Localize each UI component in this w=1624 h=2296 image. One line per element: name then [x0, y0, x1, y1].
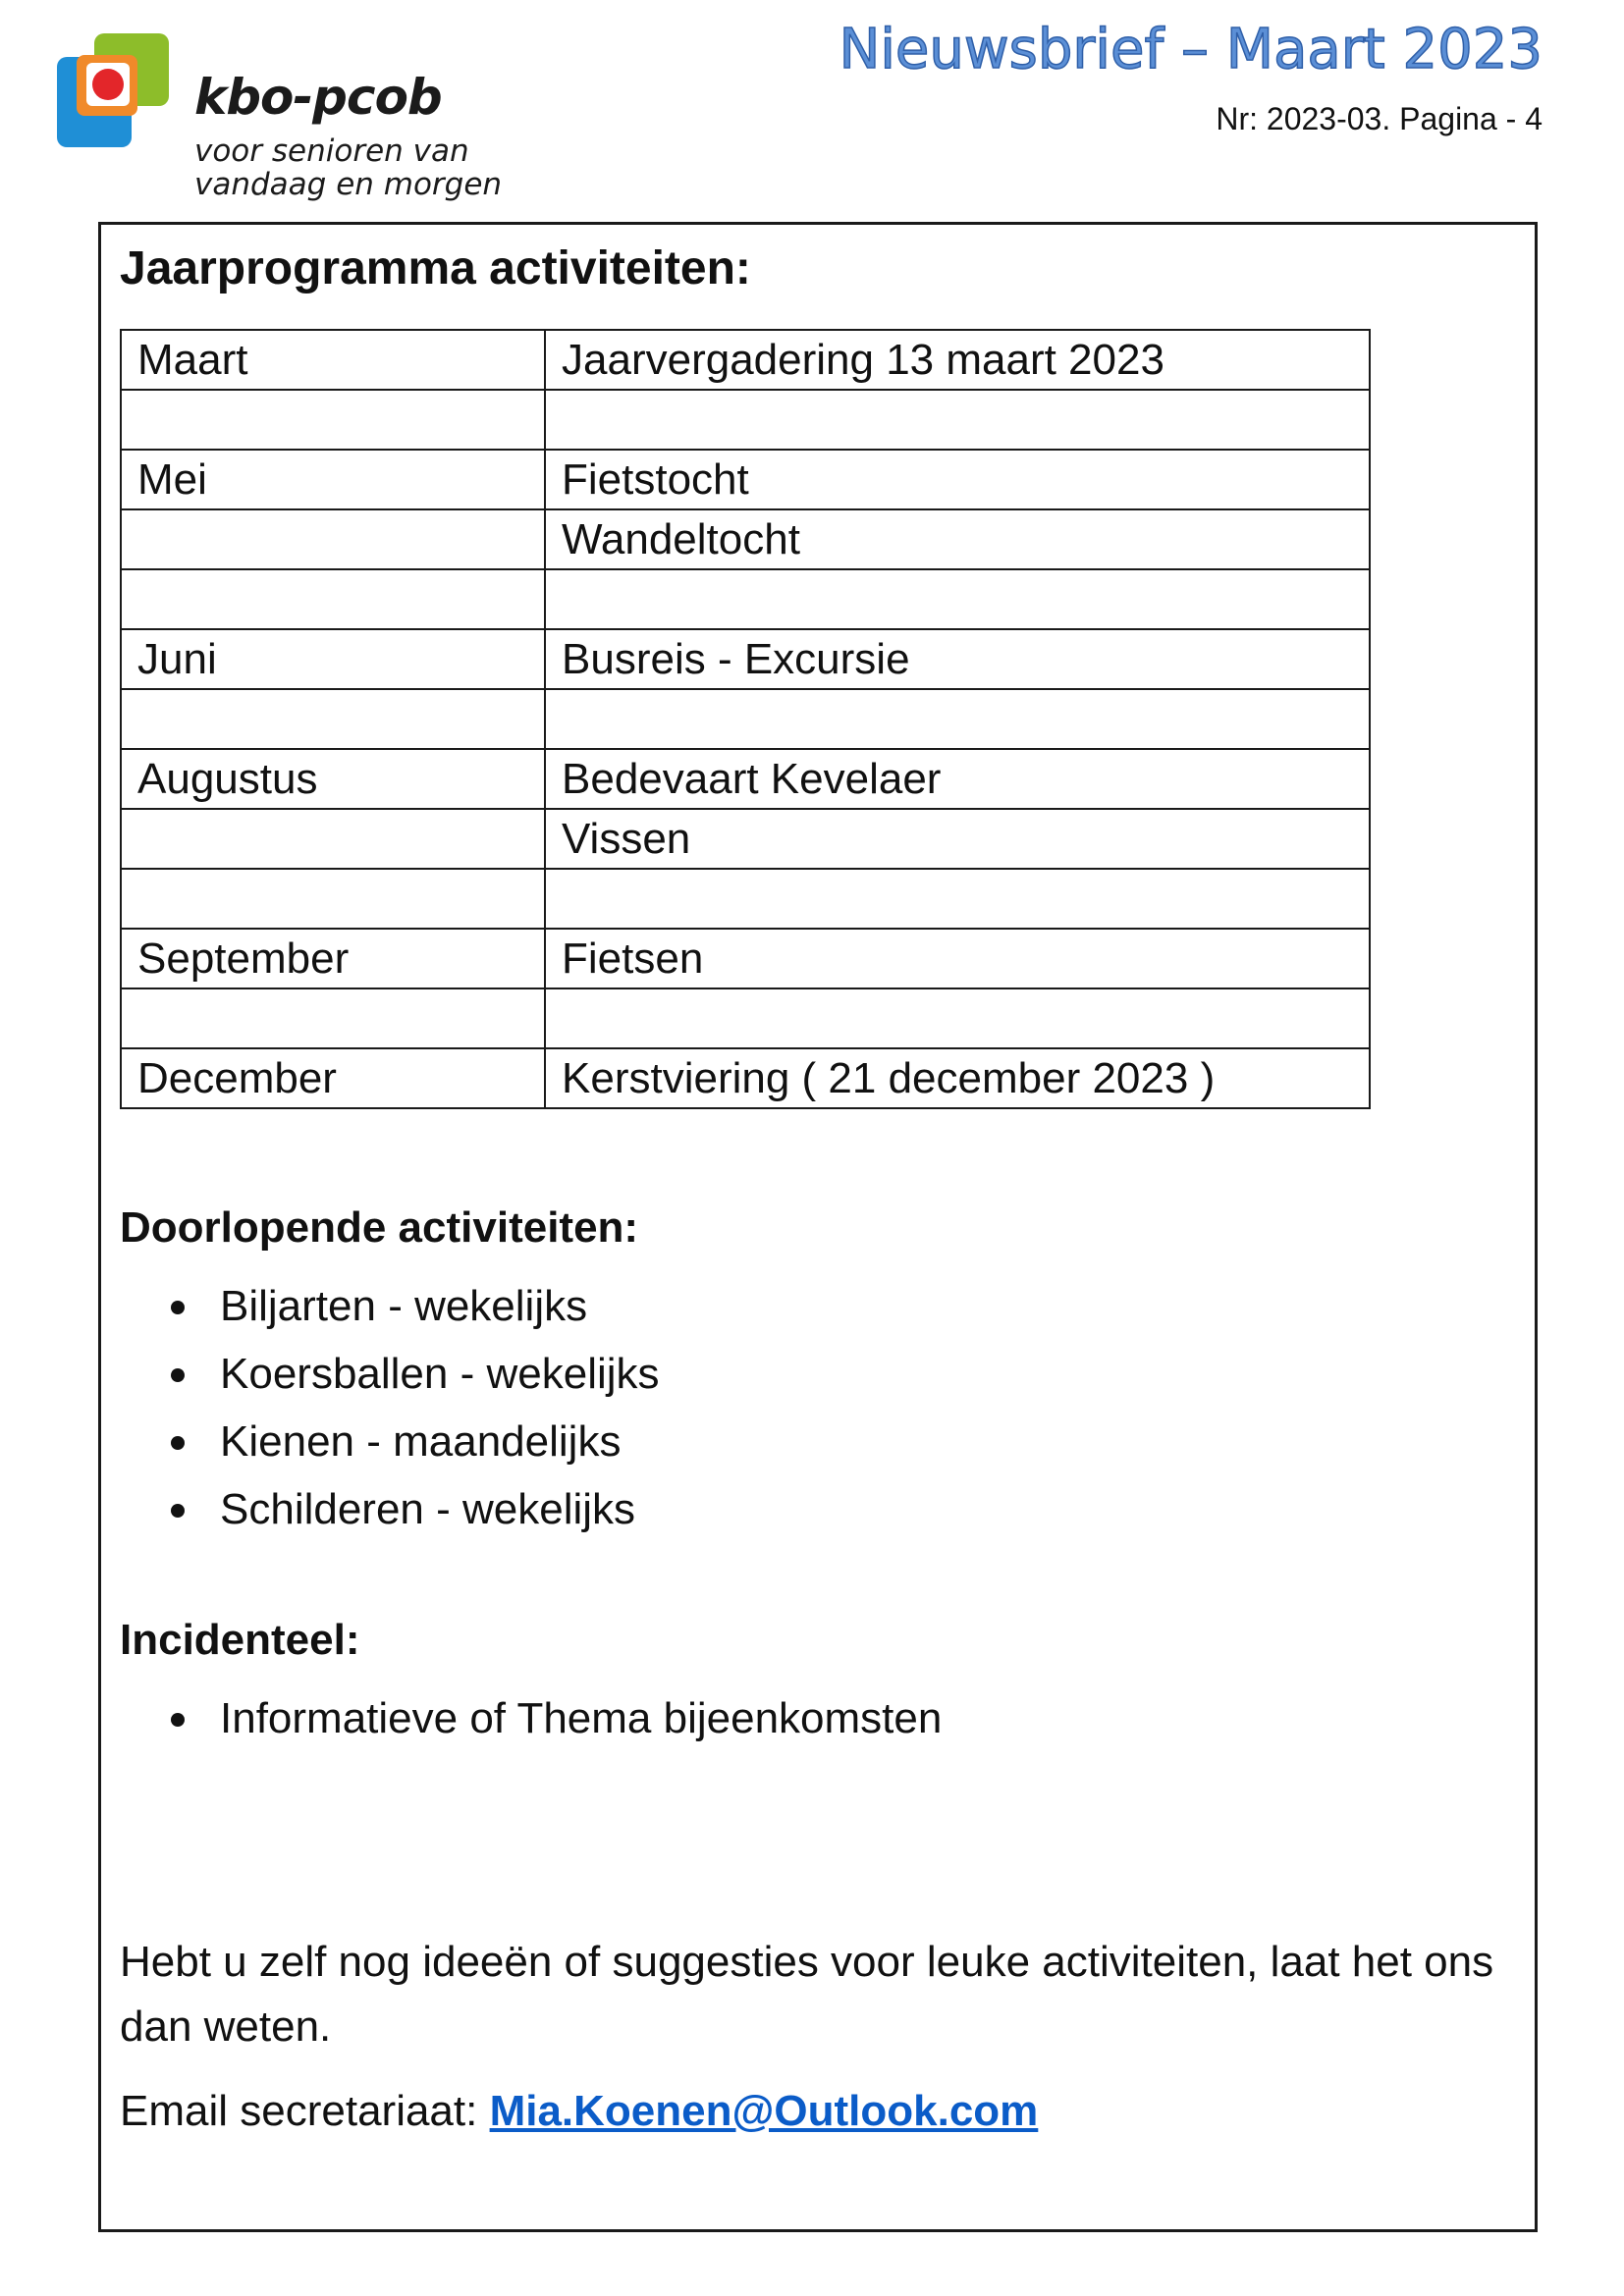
email-line	[120, 2087, 1038, 2136]
table-row	[121, 569, 1370, 629]
month-cell	[121, 988, 545, 1048]
activity-cell	[545, 869, 1370, 929]
activity-cell	[545, 988, 1370, 1048]
incidental-heading: Incidenteel:	[120, 1616, 360, 1664]
logo-tagline-line2: vandaag en morgen	[194, 167, 503, 202]
table-row	[121, 809, 1370, 869]
month-cell	[121, 390, 545, 450]
page-number: Nr: 2023-03. Pagina - 4	[1216, 101, 1543, 136]
month-cell	[121, 689, 545, 749]
suggestions-text: Hebt u zelf nog ideeën of suggesties voor leuke activiteiten, laat het ons dan weten.	[120, 1938, 1494, 2051]
activity-cell	[545, 689, 1370, 749]
month-cell: Augustus	[121, 749, 545, 809]
activity-cell: Vissen	[545, 809, 1370, 869]
table-row	[121, 390, 1370, 450]
list-item: Biljarten - wekelijks	[120, 1272, 660, 1340]
month-cell	[121, 569, 545, 629]
month-cell: Mei	[121, 450, 545, 509]
activity-cell: Bedevaart Kevelaer	[545, 749, 1370, 809]
list-item: Informatieve of Thema bijeenkomsten	[120, 1684, 942, 1752]
month-cell: December	[121, 1048, 545, 1108]
table-row	[121, 869, 1370, 929]
ongoing-list	[120, 1272, 660, 1543]
table-row	[121, 988, 1370, 1048]
month-cell: Maart	[121, 330, 545, 390]
table-row	[121, 749, 1370, 809]
month-cell: Juni	[121, 629, 545, 689]
activity-cell: Fietsen	[545, 929, 1370, 988]
activity-cell: Busreis - Excursie	[545, 629, 1370, 689]
newsletter-title: Nieuwsbrief – Maart 2023	[839, 18, 1543, 81]
table-row	[121, 509, 1370, 569]
ongoing-heading: Doorlopende activiteiten:	[120, 1203, 639, 1252]
list-item: Schilderen - wekelijks	[120, 1475, 660, 1543]
activity-cell: Kerstviering ( 21 december 2023 )	[545, 1048, 1370, 1108]
table-row	[121, 450, 1370, 509]
table-row	[121, 629, 1370, 689]
logo-mark-icon	[57, 33, 171, 147]
logo-tagline-line1: voor senioren van	[194, 133, 469, 169]
month-cell	[121, 809, 545, 869]
table-row	[121, 929, 1370, 988]
list-item: Kienen - maandelijks	[120, 1408, 660, 1475]
table-row	[121, 1048, 1370, 1108]
activity-cell: Jaarvergadering 13 maart 2023	[545, 330, 1370, 390]
email-link[interactable]: Mia.Koenen@Outlook.com	[489, 2087, 1039, 2135]
logo-name: kbo-pcob	[194, 69, 442, 126]
email-label: Email secretariaat:	[120, 2087, 490, 2135]
activity-cell	[545, 569, 1370, 629]
list-item: Koersballen - wekelijks	[120, 1340, 660, 1408]
table-row	[121, 689, 1370, 749]
incidental-list	[120, 1684, 942, 1752]
month-cell: September	[121, 929, 545, 988]
logo-tagline	[194, 134, 502, 201]
activity-cell	[545, 390, 1370, 450]
kbo-pcob-logo	[57, 33, 509, 210]
program-heading: Jaarprogramma activiteiten:	[120, 242, 751, 294]
program-table	[120, 329, 1371, 1109]
activity-cell: Wandeltocht	[545, 509, 1370, 569]
month-cell	[121, 509, 545, 569]
month-cell	[121, 869, 545, 929]
table-row	[121, 330, 1370, 390]
activity-cell: Fietstocht	[545, 450, 1370, 509]
